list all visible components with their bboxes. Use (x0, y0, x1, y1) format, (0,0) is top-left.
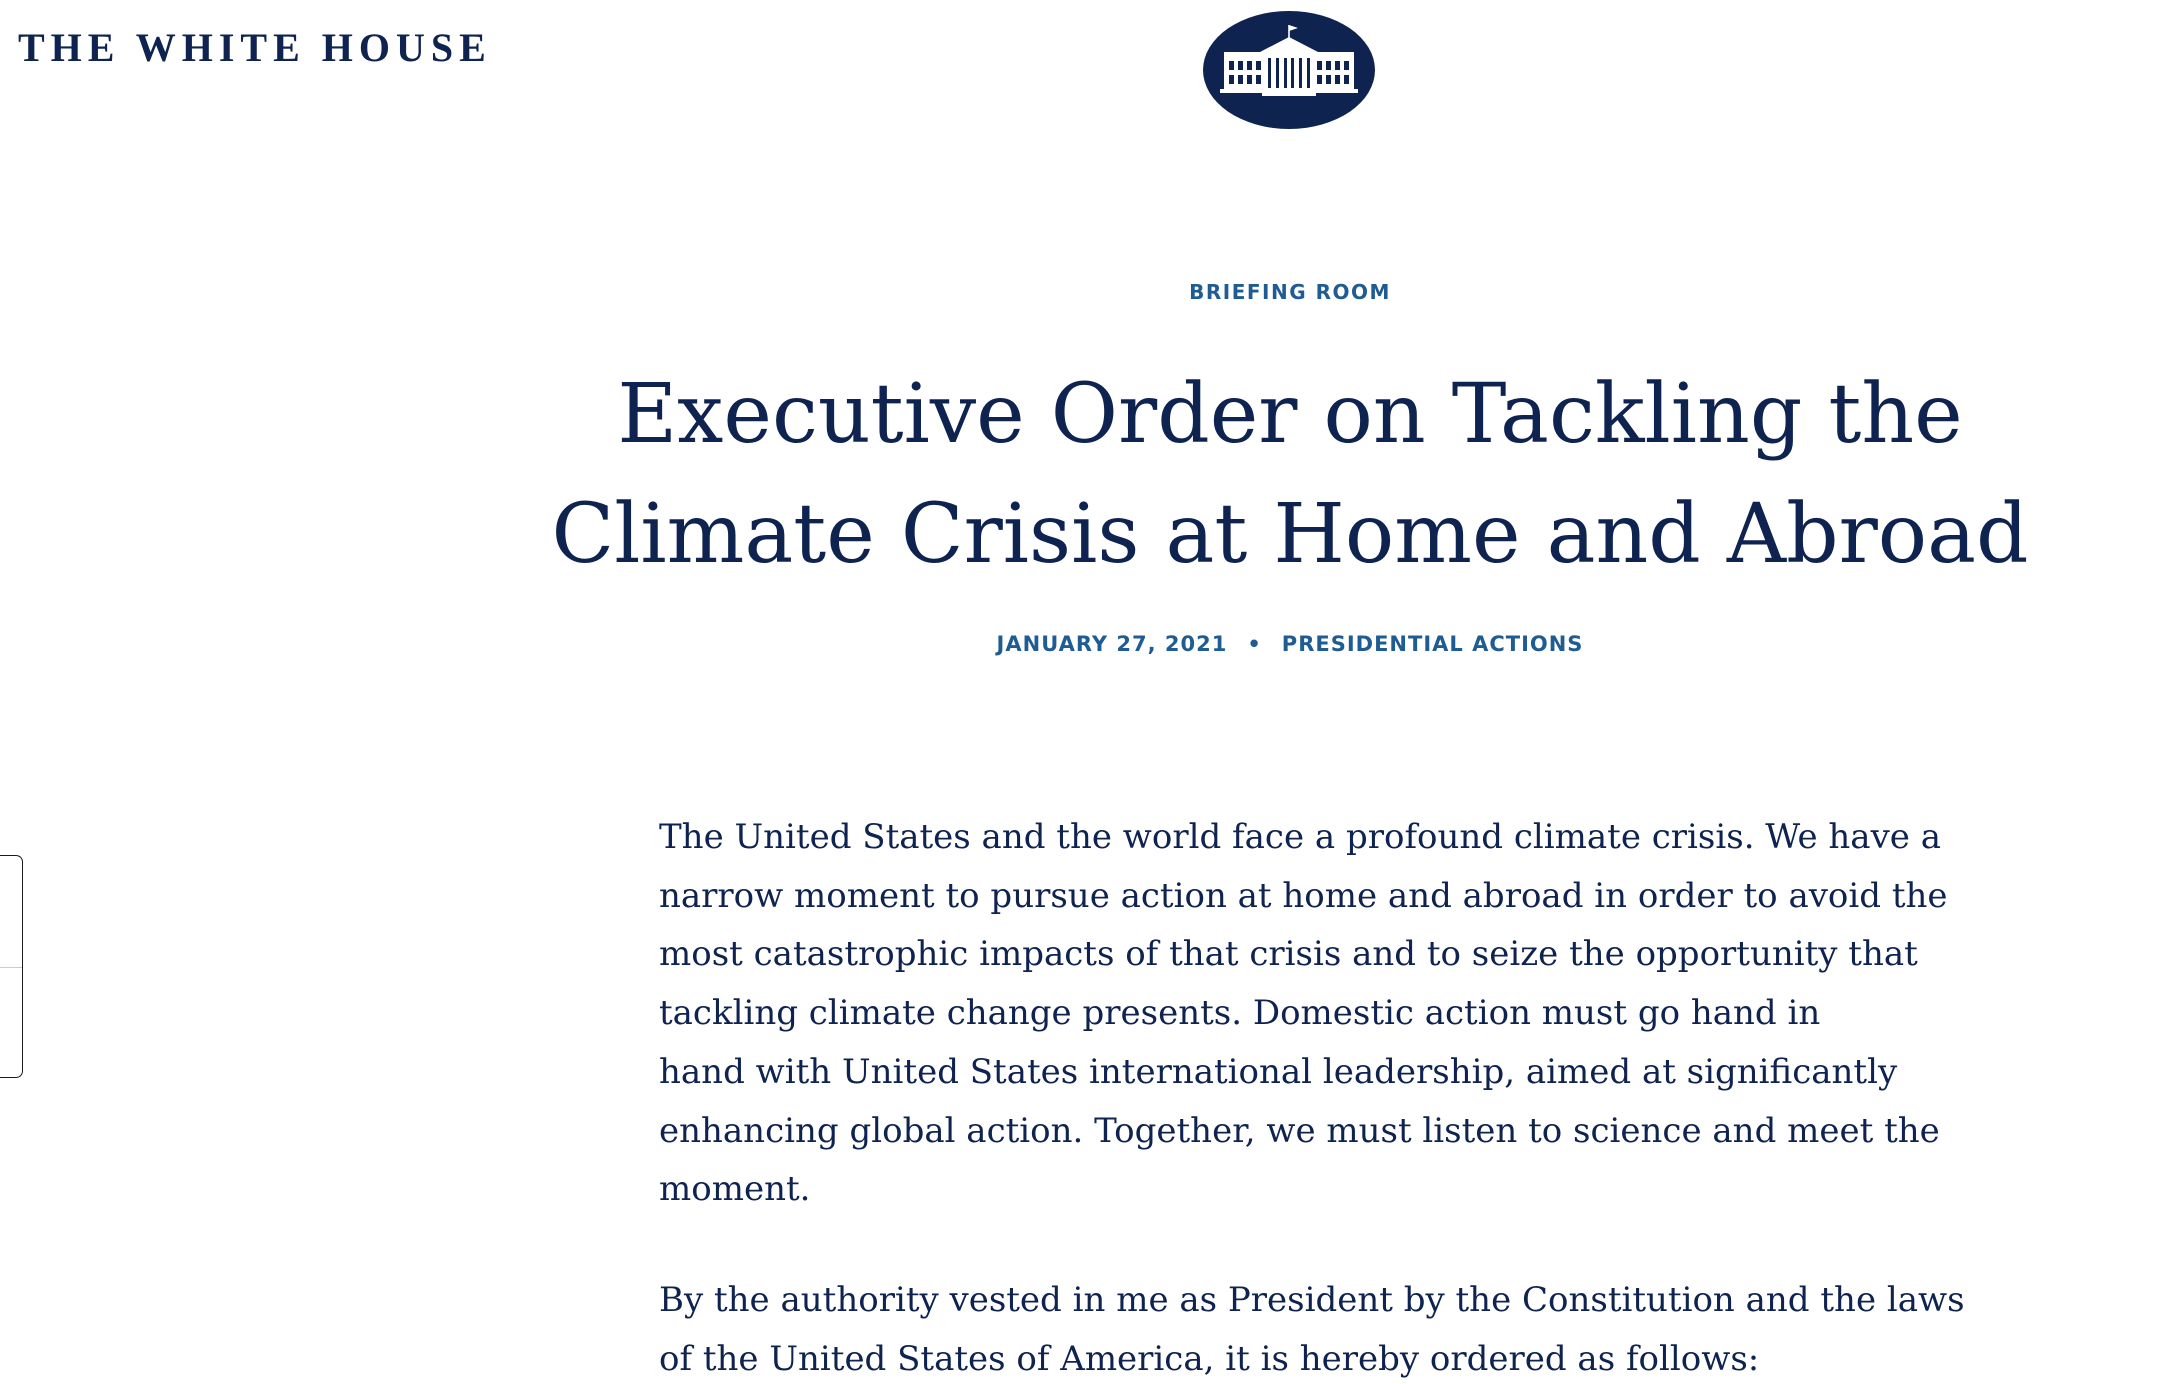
body-line: enhancing global action. Together, we must listen to science and meet the (659, 1110, 1940, 1151)
briefing-room-link[interactable]: BRIEFING ROOM (1189, 280, 1391, 304)
title-line: Executive Order on Tackling the (617, 367, 1963, 462)
eyebrow (0, 280, 2160, 304)
body-line: of the United States of America, it is hereby ordered as follows: (659, 1338, 1760, 1379)
title-line: Climate Crisis at Home and Abroad (551, 487, 2029, 582)
body-line: tackling climate change presents. Domestic action must go hand in (659, 993, 1821, 1034)
share-tab[interactable] (0, 855, 23, 1078)
meta-separator: • (1247, 632, 1262, 656)
paragraph (659, 1271, 1965, 1384)
white-house-seal-icon[interactable] (1202, 10, 1376, 130)
page-title (480, 355, 2100, 595)
site-name-link[interactable]: THE WHITE HOUSE (18, 25, 492, 70)
body-line: By the authority vested in me as President by the Constitution and the laws (659, 1279, 1965, 1320)
body-line: narrow moment to pursue action at home and abroad in order to avoid the (659, 875, 1948, 916)
paragraph (659, 808, 1948, 1219)
article-body (659, 808, 1965, 1384)
article-meta (0, 632, 2160, 656)
publish-date: JANUARY 27, 2021 (996, 632, 1228, 656)
category-link[interactable]: PRESIDENTIAL ACTIONS (1281, 632, 1584, 656)
body-line: hand with United States international leadership, aimed at significantly (659, 1051, 1898, 1092)
body-line: most catastrophic impacts of that crisis and to seize the opportunity that (659, 934, 1918, 975)
body-line: The United States and the world face a profound climate crisis. We have a (659, 817, 1941, 857)
body-line: moment. (659, 1169, 811, 1210)
share-tab-divider (0, 967, 22, 968)
